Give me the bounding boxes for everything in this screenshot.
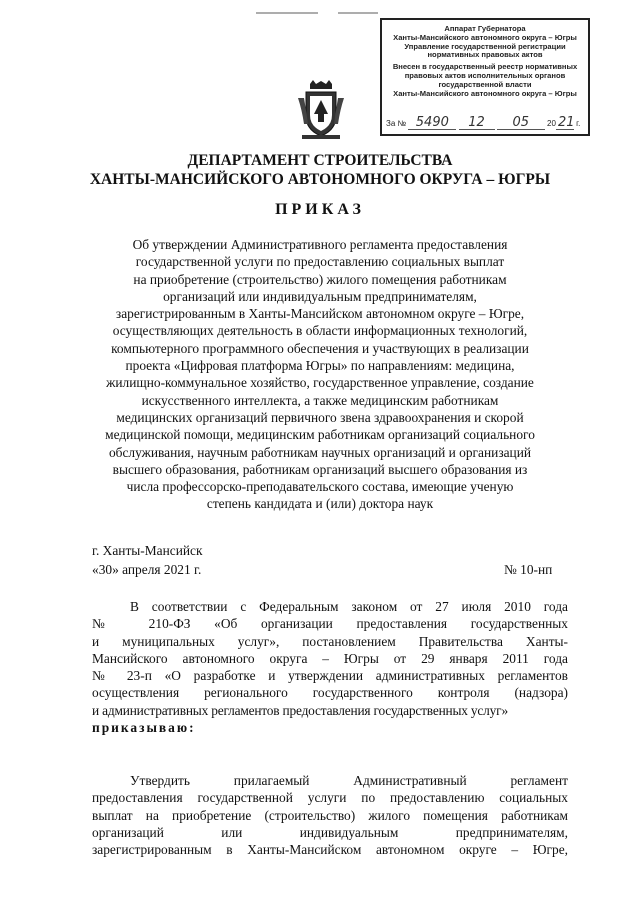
subject-line: на приобретение (строительство) жилого помещения работникам bbox=[133, 271, 507, 287]
subject-line: Об утверждении Административного регламента предоставления bbox=[132, 237, 508, 252]
place: г. Ханты-Мансийск bbox=[92, 543, 203, 558]
preamble-paragraph bbox=[92, 598, 568, 736]
order-body-paragraph bbox=[92, 772, 568, 858]
stamp-org-line: Управление государственной регистрации bbox=[404, 41, 566, 51]
subject-line: высшего образования, работникам организаций высшего образования из bbox=[112, 461, 528, 477]
stamp-org-line: нормативных правовых актов bbox=[427, 50, 543, 60]
preamble-line: В соответствии с Федеральным законом от 27 июля 2010 года bbox=[130, 599, 568, 614]
stamp-reg-number: 5490 bbox=[408, 117, 456, 130]
subject-line: медицинской помощи, медицинским работникам организаций социального bbox=[105, 427, 535, 443]
preamble-line: и муниципальных услуг», постановлением Правительства Ханты- bbox=[92, 633, 568, 649]
order-number: № 10-нп bbox=[504, 562, 553, 577]
subject-line: осуществляющих деятельность в области информационных технологий, bbox=[112, 323, 528, 339]
department-name-line1: ДЕПАРТАМЕНТ СТРОИТЕЛЬСТВА bbox=[187, 152, 453, 169]
subject-line: жилищно-коммунальное хозяйство, государственное управление, создание bbox=[106, 375, 534, 391]
order-title: ПРИКАЗ bbox=[275, 201, 365, 218]
subject-line: проекта «Цифровая платформа Югры» по направлениям: медицина, bbox=[125, 358, 515, 374]
subject-line: медицинских организаций первичного звена здравоохранения и скорой bbox=[116, 409, 524, 425]
order-body-line: предоставления государственной услуги по предоставлению социальных bbox=[92, 790, 568, 806]
stamp-reg-month: 05 bbox=[497, 117, 545, 130]
stamp-note-line: Ханты-Мансийского автономного округа – Югры bbox=[393, 88, 577, 98]
subject-line: компьютерного программного обеспечения и участвующих в реализации bbox=[111, 340, 529, 356]
stamp-reg-year-end: г. bbox=[576, 119, 581, 128]
department-name-line2: ХАНТЫ-МАНСИЙСКОГО АВТОНОМНОГО ОКРУГА – ЮГРЫ bbox=[89, 171, 551, 188]
preamble-line: Мансийского автономного округа – Югры от 29 января 2011 года bbox=[92, 650, 568, 666]
order-body-line: выплат на приобретение (строительство) жилого помещения работникам bbox=[92, 807, 568, 823]
scan-artifact-top bbox=[256, 12, 318, 14]
order-subject bbox=[70, 236, 570, 513]
stamp-note-line: Внесен в государственный реестр нормативных bbox=[392, 62, 578, 72]
preamble-line: и административных регламентов предоставления государственных услуг» bbox=[92, 702, 508, 718]
stamp-registration-line bbox=[386, 117, 584, 130]
order-body-line: Утвердить прилагаемый Административный регламент bbox=[130, 773, 568, 788]
stamp-note-line: правовых актов исполнительных органов bbox=[404, 70, 566, 80]
stamp-org-line: Аппарат Губернатора bbox=[444, 24, 526, 33]
stamp-note-line: государственной власти bbox=[438, 79, 532, 89]
subject-line: числа профессорско-преподавательского состава, имеющие ученую bbox=[126, 479, 514, 495]
stamp-reg-day: 12 bbox=[459, 117, 495, 130]
coat-of-arms-icon bbox=[296, 80, 346, 140]
preamble-line: № 23-п «О разработке и утверждении административных регламентов bbox=[92, 668, 568, 684]
registration-stamp bbox=[380, 18, 590, 136]
subject-line: искусственного интеллекта, а также медицинским работникам bbox=[141, 392, 499, 408]
order-body-line: зарегистрированным в Ханты-Мансийском автономном округе – Югре, bbox=[92, 842, 568, 858]
subject-line: организаций или индивидуальным предпринимателям, bbox=[163, 288, 477, 304]
preamble-line: № 210-ФЗ «Об организации предоставления государственных bbox=[92, 616, 568, 632]
order-word: приказываю: bbox=[92, 720, 196, 736]
subject-line: зарегистрированным в Ханты-Мансийском автономном округе – Югре, bbox=[115, 306, 525, 322]
order-date: «30» апреля 2021 г. bbox=[92, 562, 202, 577]
preamble-line: осуществления регионального государственного контроля (надзора) bbox=[92, 685, 568, 701]
scan-artifact-top-2 bbox=[338, 12, 378, 14]
subject-line: степень кандидата и (или) доктора наук bbox=[206, 496, 434, 512]
stamp-reg-prefix: За № bbox=[386, 119, 407, 128]
subject-line: обслуживания, научным работникам научных организаций и организаций bbox=[108, 444, 532, 460]
stamp-reg-year: 21 bbox=[557, 115, 575, 130]
subject-line: государственной услуги по предоставлению социальных выплат bbox=[135, 254, 505, 270]
stamp-org-line: Ханты-Мансийского автономного округа – Югры bbox=[393, 32, 577, 42]
order-body-line: организаций или индивидуальным предпринимателям, bbox=[92, 824, 568, 840]
stamp-reg-year-prefix: 20 bbox=[547, 119, 556, 128]
